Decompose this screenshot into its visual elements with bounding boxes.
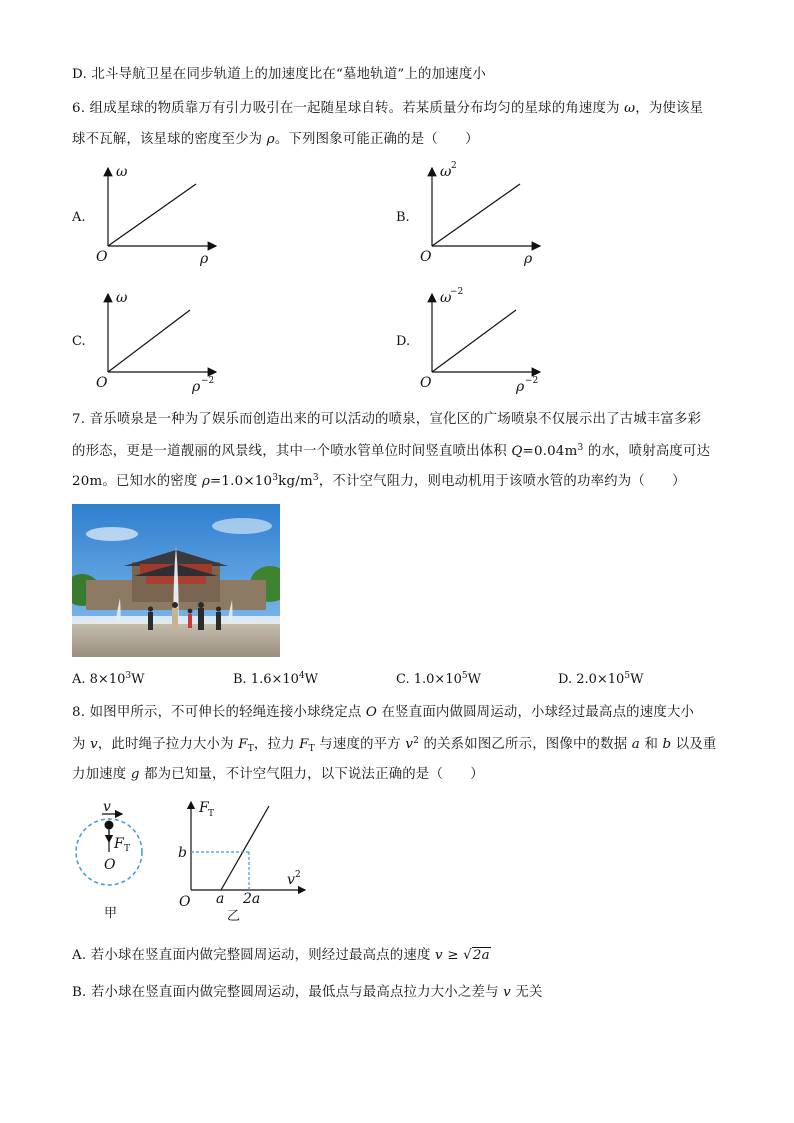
q8-F: F (299, 737, 309, 752)
q6-option-b-label: B. (396, 210, 410, 225)
graph-line (221, 806, 269, 890)
b-tick-label: b (178, 845, 187, 861)
q6-text: ，为使该星 (635, 101, 704, 116)
q8-text: A. 若小球在竖直面内做完整圆周运动，则经过最高点的速度 (72, 948, 436, 963)
x-axis-label: ρ (192, 379, 201, 395)
q7-text: 20m。已知水的密度 (72, 474, 202, 489)
center-label: O (104, 857, 116, 873)
q6-graph-a (92, 162, 222, 267)
opt-exp: 5 (624, 671, 631, 681)
graph-line (108, 310, 190, 372)
sqrt-radicand: 2a (472, 948, 490, 963)
q8-v: v (90, 737, 98, 752)
q7-sup: 3 (272, 473, 279, 483)
q7-stem-line1: 7. 音乐喷泉是一种为了娱乐而创造出来的可以活动的喷泉，宣化区的广场喷泉不仅展示出了古城丰富多彩 (72, 412, 702, 427)
q8-ge: ≥ (442, 948, 464, 963)
q8-v: v (405, 737, 414, 752)
sqrt-expression: √2a (463, 948, 490, 963)
q8-figure-yi (175, 796, 315, 926)
2a-tick-label: 2a (243, 891, 261, 907)
figure-caption-jia: 甲 (104, 906, 118, 921)
graph-line (432, 184, 520, 246)
q7-option-c (396, 672, 481, 687)
q8-O: O (365, 705, 378, 720)
q8-v: v (435, 948, 443, 963)
y-axis-label: ω (116, 290, 128, 306)
q7-text: kg/m (278, 474, 313, 489)
q7-text: 的形态，更是一道靓丽的风景线，其中一个喷水管单位时间竖直喷出体积 (72, 444, 512, 459)
tension-subscript: T (124, 844, 131, 854)
opt-exp: 5 (461, 671, 468, 681)
q8-text: 与速度的平方 (314, 737, 406, 752)
q6-option-c-label: C. (72, 334, 86, 349)
q8-stem-line2 (72, 736, 717, 754)
y-axis-sup: −2 (450, 287, 464, 297)
y-axis-label: F (199, 800, 209, 816)
opt-base: C. 1.0×10 (396, 672, 462, 687)
x-axis-label: ρ (524, 251, 533, 267)
q6-graph-d (416, 287, 546, 395)
q8-option-a (72, 947, 491, 965)
opt-unit: W (304, 672, 319, 687)
q8-text: 无关 (510, 985, 543, 1000)
q8-T: T (308, 744, 315, 754)
q8-text: 在竖直面内做圆周运动，小球经过最高点的速度大小 (377, 705, 695, 720)
figure-caption-yi: 乙 (227, 909, 241, 924)
graph-line (108, 184, 196, 246)
q6-option-a-label: A. (72, 210, 86, 225)
y-axis-label: ω (440, 164, 452, 180)
q7-text: 的水，喷射高度可达 (583, 444, 711, 459)
q8-text: 的关系如图乙所示，图像中的数据 (419, 737, 632, 752)
q8-v: v (503, 985, 511, 1000)
q8-stem-line3 (72, 766, 484, 784)
q7-option-b (233, 672, 318, 687)
q6-stem-line1 (72, 100, 703, 118)
q8-text: B. 若小球在竖直面内做完整圆周运动，最低点与最高点拉力大小之差与 (72, 985, 504, 1000)
q8-figure-jia (70, 796, 170, 926)
q7-Q: Q (511, 444, 523, 459)
opt-base: A. 8×10 (72, 672, 126, 687)
q8-text: 都为已知量，不计空气阻力，以下说法正确的是（ ） (139, 767, 484, 782)
opt-base: D. 2.0×10 (558, 672, 625, 687)
opt-exp: 4 (298, 671, 305, 681)
q7-text: =1.0×10 (210, 474, 273, 489)
origin-label: O (420, 249, 432, 265)
q8-text: 8. 如图甲所示，不可伸长的轻绳连接小球绕定点 (72, 705, 366, 720)
y-axis-subscript: T (208, 809, 215, 819)
a-tick-label: a (216, 891, 225, 907)
opt-unit: W (131, 672, 145, 687)
q8-text: 为 (72, 737, 91, 752)
graph-line (432, 310, 516, 372)
x-axis-label: ρ (200, 251, 209, 267)
q6-stem-line2 (72, 131, 479, 149)
q8-g: g (130, 767, 140, 782)
y-axis-sup: 2 (451, 161, 457, 171)
origin-label: O (96, 375, 108, 391)
origin-label: O (420, 375, 432, 391)
fountain-illustration (72, 504, 280, 657)
q8-sup: 2 (413, 736, 420, 746)
q8-text: ，此时绳子拉力大小为 (97, 737, 239, 752)
q8-option-b (72, 984, 543, 1002)
q8-text: 以及重 (671, 737, 717, 752)
q6-graph-c (92, 288, 222, 395)
opt-base: B. 1.6×10 (233, 672, 299, 687)
fountain-photo (72, 504, 280, 657)
q6-rho: ρ (266, 132, 275, 147)
y-axis-label: ω (440, 290, 452, 306)
y-axis-label: ω (116, 164, 128, 180)
q8-text: 和 (639, 737, 663, 752)
origin-label: O (179, 894, 191, 910)
q6-graph-b (416, 161, 546, 267)
opt-unit: W (630, 672, 644, 687)
q6-text: 6. 组成星球的物质靠万有引力吸引在一起随星球自转。若某质量分布均匀的星球的角速度为 (72, 101, 625, 116)
opt-exp: 3 (125, 671, 132, 681)
q8-a: a (631, 737, 640, 752)
q8-F: F (238, 737, 248, 752)
q6-omega: ω (624, 101, 636, 116)
q8-stem-line1 (72, 704, 694, 722)
tension-label: F (114, 836, 124, 852)
q7-stem-line2 (72, 443, 710, 461)
q5-option-d: D. 北斗导航卫星在同步轨道上的加速度比在“墓地轨道”上的加速度小 (72, 67, 486, 82)
x-axis-label: ρ (516, 379, 525, 395)
q7-option-d (558, 672, 643, 687)
q8-b: b (662, 737, 672, 752)
q7-option-a (72, 672, 144, 687)
x-axis-sup: −2 (525, 376, 539, 386)
q8-text: ，拉力 (253, 737, 300, 752)
opt-unit: W (467, 672, 481, 687)
q7-text: =0.04m (522, 444, 578, 459)
x-axis-label: v (287, 872, 295, 888)
q6-option-d-label: D. (396, 334, 411, 349)
q8-T: T (247, 744, 254, 754)
origin-label: O (96, 249, 108, 265)
q7-sup: 3 (312, 473, 319, 483)
q7-text: ，不计空气阻力，则电动机用于该喷水管的功率约为（ ） (318, 474, 686, 489)
q6-text: 。下列图象可能正确的是（ ） (274, 132, 479, 147)
q6-text: 球不瓦解，该星球的密度至少为 (72, 132, 267, 147)
x-axis-sup: −2 (201, 376, 215, 386)
q7-rho: ρ (201, 474, 211, 489)
velocity-label: v (103, 799, 111, 815)
q7-sup: 3 (577, 443, 584, 453)
x-axis-sup: 2 (295, 870, 301, 880)
q7-stem-line3 (72, 473, 686, 491)
q8-text: 力加速度 (72, 767, 131, 782)
